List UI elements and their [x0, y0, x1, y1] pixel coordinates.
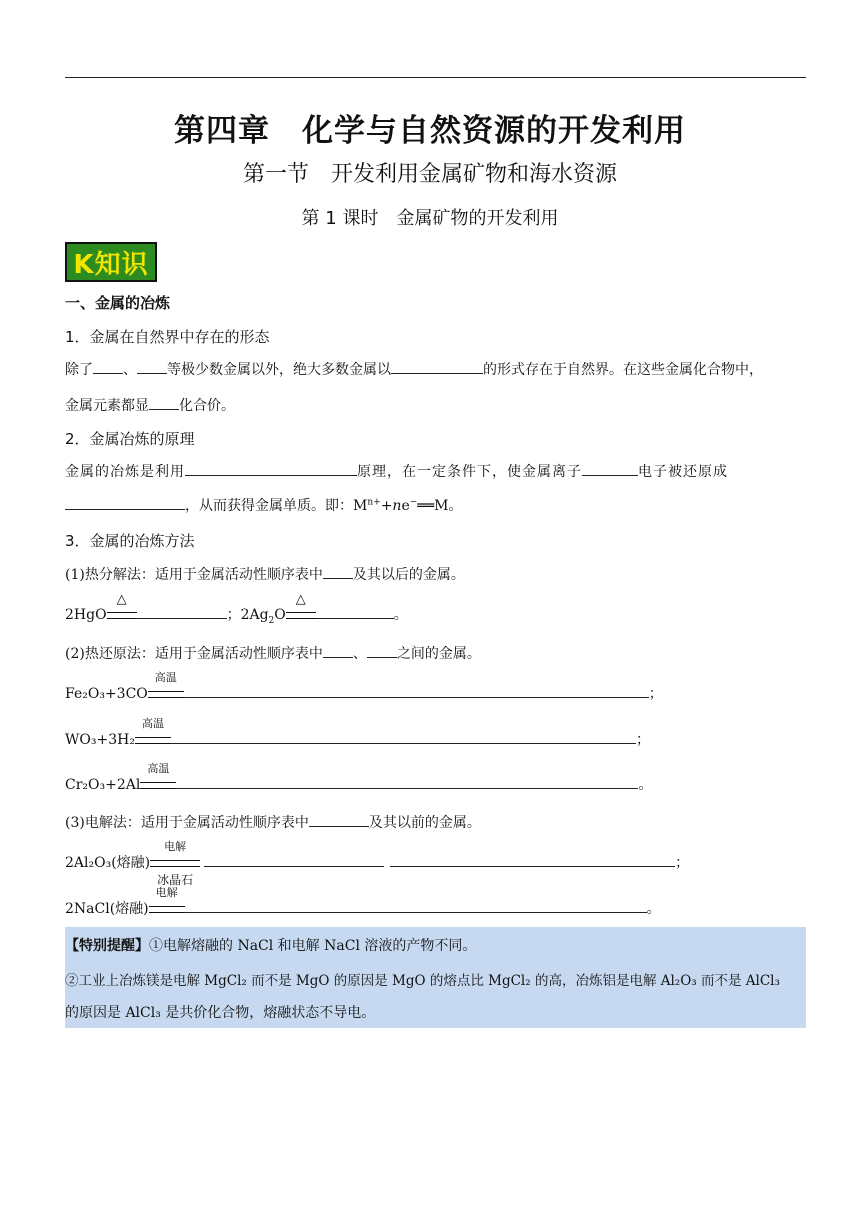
paragraph-2-line-1: [65, 461, 806, 481]
fill-blank[interactable]: [137, 604, 227, 619]
subheading-1: 1．金属在自然界中存在的形态: [65, 328, 270, 346]
superscript: n+: [367, 497, 381, 508]
knowledge-badge: K知识: [65, 242, 157, 282]
reaction-arrow: [107, 592, 137, 623]
equation-row: [65, 840, 806, 887]
text: 、: [352, 646, 367, 662]
text: e: [401, 498, 410, 514]
fill-blank[interactable]: [171, 729, 636, 744]
fill-blank[interactable]: [367, 643, 397, 658]
fill-blank[interactable]: [582, 461, 638, 476]
condition-label: 电解: [155, 886, 178, 899]
equation-lhs: 2NaCl(熔融): [65, 901, 149, 917]
fill-blank[interactable]: [65, 495, 185, 510]
text: ①电解熔融的 NaCl 和电解 NaCl 溶液的产物不同。: [149, 938, 477, 954]
method-1-equations: [65, 592, 806, 626]
equation-lhs: 2Ag: [240, 607, 269, 623]
special-reminder-box: [65, 927, 806, 1028]
text: 除了: [65, 362, 93, 378]
lesson-title: 第 1 课时 金属矿物的开发利用: [301, 208, 559, 229]
paragraph-1-line-2: [65, 395, 806, 415]
fill-blank[interactable]: [323, 643, 353, 658]
reaction-arrow: [150, 840, 200, 887]
fill-blank[interactable]: [93, 359, 123, 374]
text: ；: [648, 686, 663, 702]
text: (2)热还原法：适用于金属活动性顺序表中: [65, 646, 323, 662]
chapter-title: 第四章 化学与自然资源的开发利用: [174, 113, 686, 149]
equation-lhs: WO₃+3H₂: [65, 732, 135, 748]
equation-lhs: 2Al₂O₃(熔融): [65, 855, 151, 871]
text: 电子被还原成: [638, 464, 728, 480]
reaction-arrow: [286, 592, 316, 623]
reaction-arrow: [149, 886, 185, 917]
text: ，从而获得金属单质。即：M: [185, 498, 368, 514]
fill-blank[interactable]: [391, 359, 483, 374]
method-1-text: [65, 564, 806, 584]
reminder-label: 【特别提醒】: [65, 938, 149, 954]
fill-blank[interactable]: [204, 852, 384, 867]
fill-blank[interactable]: [137, 359, 167, 374]
fill-blank[interactable]: [185, 898, 647, 913]
superscript: −: [409, 497, 418, 508]
text: 。: [646, 901, 661, 917]
reaction-arrow: [135, 717, 171, 748]
reaction-arrow: [148, 671, 184, 702]
fill-blank[interactable]: [309, 812, 369, 827]
text: 、: [123, 362, 137, 378]
fill-blank[interactable]: [184, 683, 649, 698]
reminder-line-2: ②工业上冶炼镁是电解 MgCl₂ 而不是 MgO 的原因是 MgO 的熔点比 MgCl₂ 的高，冶炼铝是电解 Al₂O₃ 而不是 AlCl₃: [65, 973, 780, 989]
subscript: 2: [268, 615, 275, 626]
text: (1)热分解法：适用于金属活动性顺序表中: [65, 567, 323, 583]
header-rule: [65, 77, 806, 78]
text: ；: [675, 855, 690, 871]
condition-label: 高温: [147, 762, 170, 775]
equation-lhs: Fe₂O₃+3CO: [65, 686, 148, 702]
fill-blank[interactable]: [185, 461, 357, 476]
text: O: [274, 607, 286, 623]
text: 原理，在一定条件下，使金属离子: [357, 464, 582, 480]
text: 金属的冶炼是利用: [65, 464, 185, 480]
equation-row: [65, 762, 806, 794]
text: 。: [638, 777, 653, 793]
text: ；: [226, 607, 241, 623]
section-heading: 一、金属的冶炼: [65, 294, 171, 312]
condition-label: △: [295, 592, 306, 607]
fill-blank[interactable]: [323, 564, 353, 579]
text: 金属元素都显: [65, 398, 149, 414]
text: 之间的金属。: [396, 646, 481, 662]
fill-blank[interactable]: [149, 395, 179, 410]
subheading-3: 3．金属的冶炼方法: [65, 532, 195, 550]
section-title: 第一节 开发利用金属矿物和海水资源: [242, 162, 617, 187]
reminder-line-3: 的原因是 AlCl₃ 是共价化合物，熔融状态不导电。: [65, 1005, 376, 1021]
text: 。: [393, 607, 408, 623]
text: 化合价。: [179, 398, 235, 414]
method-2-text: [65, 643, 806, 663]
text: 的形式存在于自然界。在这些金属化合物中，: [483, 362, 763, 378]
equation-lhs: Cr₂O₃+2Al: [65, 777, 141, 793]
method-3-text: [65, 812, 806, 832]
text: 及其以前的金属。: [368, 815, 481, 831]
reaction-arrow: [140, 762, 176, 793]
paragraph-1-line-1: [65, 359, 806, 379]
equation-row: [65, 671, 806, 703]
reminder-line-1: [65, 935, 476, 955]
paragraph-2-line-2: [65, 495, 806, 515]
condition-label: 冰晶石: [157, 873, 194, 887]
text: +: [380, 498, 393, 514]
condition-label: 电解: [164, 840, 187, 853]
text: 及其以后的金属。: [352, 567, 465, 583]
condition-label: △: [116, 592, 127, 607]
condition-label: 高温: [154, 671, 177, 684]
subheading-2: 2．金属冶炼的原理: [65, 430, 195, 448]
condition-label: 高温: [141, 717, 164, 730]
equation-lhs: 2HgO: [65, 607, 107, 623]
fill-blank[interactable]: [316, 604, 394, 619]
text: n: [392, 498, 402, 514]
text: ══M。: [417, 498, 463, 514]
text: 等极少数金属以外，绝大多数金属以: [167, 362, 391, 378]
fill-blank[interactable]: [390, 852, 675, 867]
fill-blank[interactable]: [176, 774, 638, 789]
equation-row: [65, 886, 806, 918]
text: ；: [635, 732, 650, 748]
text: (3)电解法：适用于金属活动性顺序表中: [65, 815, 309, 831]
equation-row: [65, 717, 806, 749]
